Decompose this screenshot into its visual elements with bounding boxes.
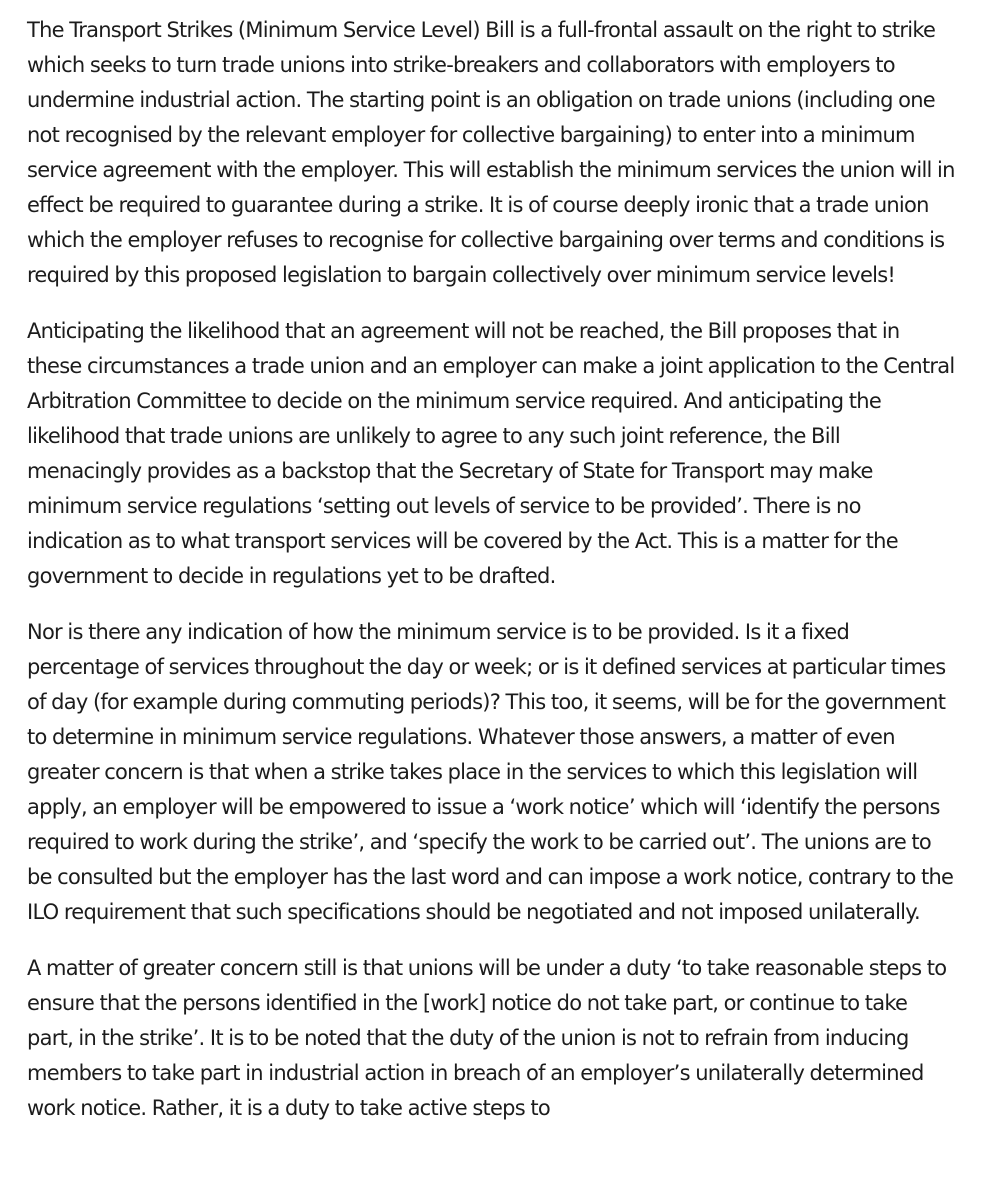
article-paragraph-3: Nor is there any indication of how the minimum service is to be provided. Is it a fixed percentage of services throughout the day or week; or is it defined services at particular times of day (for example during commuting periods)? This too, it seems, will be for the government to determine in minimum service regulations. Whatever those answers, a matter of even greater concern is that when a strike takes place in the services to which this legislation will apply, an employer will be empowered to issue a ‘work notice’ which will ‘identify the persons required to work during the strike’, and ‘specify the work to be carried out’. The unions are to be consulted but the employer has the last word and can impose a work notice, contrary to the ILO requirement that such specifications should be negotiated and not imposed unilaterally. <box>27 620 954 924</box>
article-paragraph-1: The Transport Strikes (Minimum Service Level) Bill is a full-frontal assault on the right to strike which seeks to turn trade unions into strike-breakers and collaborators with employers to undermine industrial action. The starting point is an obligation on trade unions (including one not recognised by the relevant employer for collective bargaining) to enter into a minimum service agreement with the employer. This will establish the minimum services the union will in effect be required to guarantee during a strike. It is of course deeply ironic that a trade union which the employer refuses to recognise for collective bargaining over terms and conditions is required by this proposed legislation to bargain collectively over minimum service levels! <box>27 18 955 287</box>
article-body <box>27 13 957 1147</box>
article-paragraph-4: A matter of greater concern still is that unions will be under a duty ‘to take reasonable steps to ensure that the persons identified in the [work] notice do not take part, or continue to take part, in the strike’. It is to be noted that the duty of the union is not to refrain from inducing members to take part in industrial action in breach of an employer’s unilaterally determined work notice. Rather, it is a duty to take active steps to <box>27 956 947 1120</box>
article-paragraph-2: Anticipating the likelihood that an agreement will not be reached, the Bill proposes that in these circumstances a trade union and an employer can make a joint application to the Central Arbitration Committee to decide on the minimum service required. And anticipating the likelihood that trade unions are unlikely to agree to any such joint reference, the Bill menacingly provides as a backstop that the Secretary of State for Transport may make minimum service regulations ‘setting out levels of service to be provided’. There is no indication as to what transport services will be covered by the Act. This is a matter for the government to decide in regulations yet to be drafted. <box>27 319 955 588</box>
